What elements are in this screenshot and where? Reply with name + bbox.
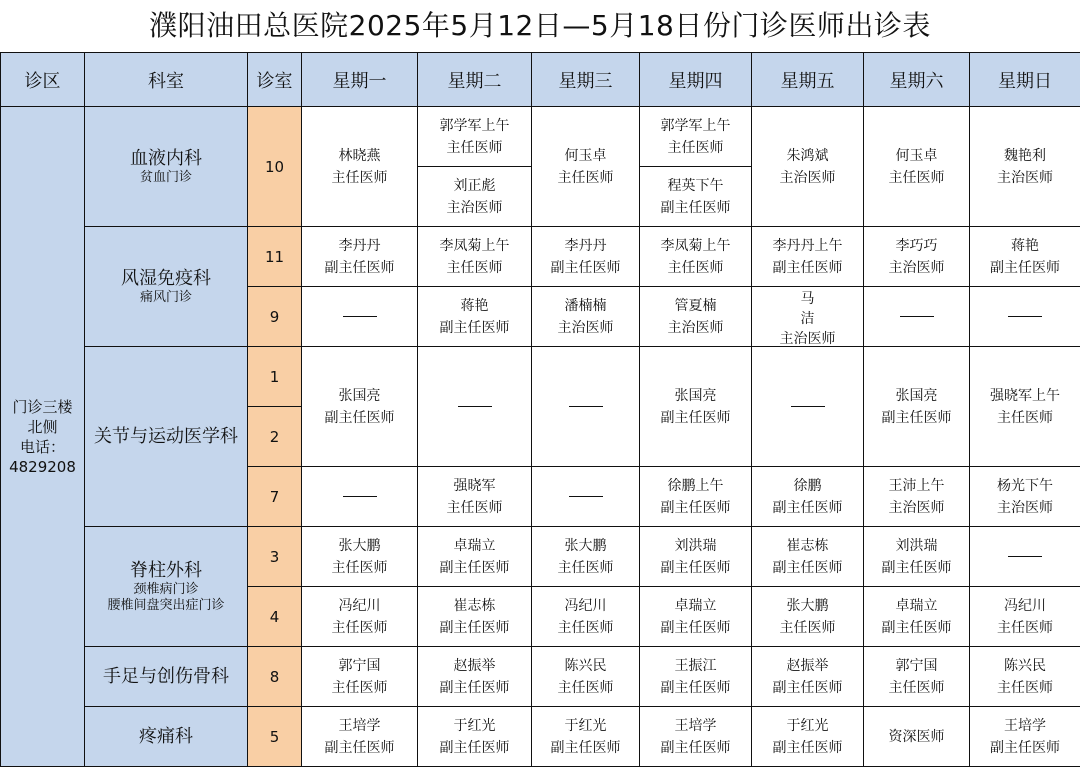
zone-line: 4829208 (9, 457, 76, 476)
empty-cell (532, 467, 640, 527)
doctor-name: 潘楠楠 (564, 297, 607, 314)
doctor-cell (302, 527, 418, 587)
table-row (1, 527, 1080, 587)
doctor-name: 崔志栋 (786, 537, 829, 554)
dept-name: 脊柱外科 (130, 559, 202, 581)
room-number: 5 (248, 707, 302, 767)
doctor-name: 程英下午 (667, 177, 724, 194)
dept-sub: 痛风门诊 (139, 289, 192, 305)
doctor-cell (640, 587, 752, 647)
doctor-name: 何玉卓 (564, 147, 607, 164)
doctor-cell (302, 587, 418, 647)
header-wed: 星期三 (532, 53, 640, 107)
empty-cell (532, 347, 640, 467)
doctor-name: 陈兴民 (1004, 657, 1046, 674)
doctor-cell (752, 527, 864, 587)
doctor-name: 徐鹏上午 (667, 477, 724, 494)
doctor-name: 蒋艳 (1011, 237, 1039, 254)
doctor-title: 主任医师 (997, 619, 1053, 636)
empty-cell (752, 347, 864, 467)
dept-joint (85, 347, 248, 527)
zone-cell (1, 107, 85, 767)
doctor-title: 主任医师 (557, 559, 614, 576)
doctor-name: 郭学军上午 (439, 117, 510, 134)
doctor-name: 卓瑞立 (895, 597, 938, 614)
doctor-name: 蒋艳 (460, 297, 489, 314)
doctor-name: 冯纪川 (1004, 597, 1046, 614)
doctor-name: 张国亮 (895, 387, 938, 404)
doctor-cell (532, 107, 640, 227)
header-tue: 星期二 (418, 53, 532, 107)
doctor-title: 主任医师 (446, 139, 503, 156)
doctor-name: 赵振举 (453, 657, 496, 674)
doctor-title: 副主任医师 (660, 559, 731, 576)
doctor-title: 主治医师 (888, 499, 945, 516)
dept-name: 手足与创伤骨科 (103, 665, 229, 687)
doctor-cell (418, 227, 532, 287)
doctor-cell (532, 227, 640, 287)
doctor-cell (418, 467, 532, 527)
doctor-name: 王培学 (338, 717, 381, 734)
doctor-name: 洁 (800, 310, 815, 327)
doctor-name: 林晓燕 (338, 147, 381, 164)
doctor-cell (532, 707, 640, 767)
doctor-cell (302, 647, 418, 707)
doctor-name: 张大鹏 (786, 597, 829, 614)
room-number: 3 (248, 527, 302, 587)
doctor-cell (752, 107, 864, 227)
doctor-cell (640, 287, 752, 347)
doctor-cell (970, 647, 1080, 707)
doctor-title: 副主任医师 (439, 319, 510, 336)
doctor-title: 副主任医师 (881, 559, 952, 576)
dash-mark (569, 496, 603, 497)
dept-rheumatology (85, 227, 248, 347)
doctor-cell (640, 647, 752, 707)
dept-pain (85, 707, 248, 767)
header-sun: 星期日 (970, 53, 1080, 107)
doctor-name: 卓瑞立 (674, 597, 717, 614)
doctor-cell (970, 347, 1080, 467)
table-row (1, 347, 1080, 407)
dash-mark (791, 406, 825, 407)
doctor-title: 主任医师 (331, 619, 388, 636)
header-mon: 星期一 (302, 53, 418, 107)
room-number: 7 (248, 467, 302, 527)
doctor-cell (752, 587, 864, 647)
dept-hematology (85, 107, 248, 227)
doctor-name: 王培学 (1004, 717, 1046, 734)
room-number: 4 (248, 587, 302, 647)
doctor-cell (752, 287, 864, 347)
doctor-title: 主任医师 (446, 259, 503, 276)
doctor-cell (302, 707, 418, 767)
doctor-cell (418, 587, 532, 647)
doctor-cell (752, 707, 864, 767)
doctor-title: 主任医师 (557, 619, 614, 636)
doctor-name: 张国亮 (338, 387, 381, 404)
doctor-title: 主任医师 (667, 259, 724, 276)
zone-line: 门诊三楼 (12, 397, 73, 416)
doctor-title: 主任医师 (331, 559, 388, 576)
doctor-name: 刘洪瑞 (674, 537, 717, 554)
dept-spine (85, 527, 248, 647)
doctor-cell (864, 647, 970, 707)
table-row (1, 707, 1080, 767)
doctor-name: 马 (800, 290, 815, 307)
header-zone: 诊区 (1, 53, 85, 107)
empty-cell (970, 527, 1080, 587)
doctor-title: 副主任医师 (439, 619, 510, 636)
empty-cell (302, 467, 418, 527)
doctor-name: 郭宁国 (895, 657, 938, 674)
doctor-title: 副主任医师 (990, 259, 1060, 276)
room-number: 1 (248, 347, 302, 407)
doctor-name: 王沛上午 (888, 477, 945, 494)
doctor-cell (640, 347, 752, 467)
doctor-name: 于红光 (564, 717, 607, 734)
doctor-name: 杨光下午 (997, 477, 1053, 494)
dash-mark (900, 316, 934, 317)
doctor-cell (302, 107, 418, 227)
empty-cell (418, 347, 532, 467)
zone-line: 北侧 (27, 417, 58, 436)
doctor-name: 李丹丹 (564, 237, 607, 254)
doctor-title: 主治医师 (557, 319, 614, 336)
doctor-cell (302, 347, 418, 467)
doctor-title: 主治医师 (779, 330, 836, 345)
doctor-cell (864, 107, 970, 227)
doctor-name: 强晓军 (453, 477, 496, 494)
doctor-title: 副主任医师 (660, 499, 731, 516)
doctor-cell (640, 707, 752, 767)
doctor-title: 副主任医师 (881, 409, 952, 426)
doctor-name: 张大鹏 (338, 537, 381, 554)
dash-mark (1008, 556, 1042, 557)
table-row (1, 647, 1080, 707)
doctor-title: 副主任医师 (660, 619, 731, 636)
doctor-cell (864, 587, 970, 647)
zone-line: 电话： (19, 437, 65, 456)
doctor-title: 副主任医师 (439, 679, 510, 696)
doctor-title: 副主任医师 (324, 739, 395, 756)
dash-mark (458, 406, 492, 407)
room-number: 11 (248, 227, 302, 287)
doctor-cell (418, 527, 532, 587)
room-number: 8 (248, 647, 302, 707)
dept-name: 血液内科 (130, 147, 202, 169)
doctor-title: 资深医师 (888, 728, 945, 745)
doctor-title: 主治医师 (446, 199, 503, 216)
doctor-title: 主任医师 (331, 679, 388, 696)
doctor-title: 副主任医师 (324, 409, 395, 426)
doctor-cell (532, 287, 640, 347)
doctor-name: 徐鹏 (793, 477, 822, 494)
doctor-title: 副主任医师 (660, 409, 731, 426)
doctor-cell (970, 227, 1080, 287)
doctor-name: 王培学 (674, 717, 717, 734)
doctor-name: 强晓军上午 (990, 387, 1060, 404)
doctor-cell (640, 527, 752, 587)
dept-name: 疼痛科 (139, 725, 193, 747)
doctor-title: 主任医师 (557, 679, 614, 696)
doctor-cell (418, 707, 532, 767)
doctor-title: 副主任医师 (660, 739, 731, 756)
table-row (1, 227, 1080, 287)
doctor-cell (864, 527, 970, 587)
dept-sub: 颈椎病门诊 (133, 581, 199, 597)
doctor-name: 李凤菊上午 (660, 237, 731, 254)
doctor-name: 张大鹏 (564, 537, 607, 554)
doctor-name: 卓瑞立 (453, 537, 496, 554)
doctor-title: 副主任医师 (772, 679, 843, 696)
header-sat: 星期六 (864, 53, 970, 107)
doctor-title: 副主任医师 (550, 259, 621, 276)
doctor-name: 于红光 (453, 717, 496, 734)
header-dept: 科室 (85, 53, 248, 107)
doctor-name: 李丹丹上午 (772, 237, 843, 254)
doctor-name: 冯纪川 (564, 597, 607, 614)
doctor-title: 主任医师 (779, 619, 836, 636)
doctor-cell (752, 647, 864, 707)
doctor-title: 副主任医师 (550, 739, 621, 756)
dept-name: 关节与运动医学科 (94, 425, 238, 447)
doctor-cell (970, 107, 1080, 227)
doctor-name: 冯纪川 (338, 597, 381, 614)
doctor-name: 何玉卓 (895, 147, 938, 164)
doctor-title: 副主任医师 (772, 499, 843, 516)
empty-cell (970, 287, 1080, 347)
header-thu: 星期四 (640, 53, 752, 107)
doctor-cell (532, 647, 640, 707)
empty-cell (302, 287, 418, 347)
dash-mark (569, 406, 603, 407)
doctor-cell (864, 347, 970, 467)
doctor-name: 管夏楠 (674, 297, 717, 314)
room-number: 10 (248, 107, 302, 227)
doctor-title: 副主任医师 (660, 679, 731, 696)
doctor-cell (640, 107, 752, 227)
doctor-cell (752, 227, 864, 287)
doctor-cell (532, 587, 640, 647)
doctor-name: 郭学军上午 (660, 117, 731, 134)
dept-name: 风湿免疫科 (121, 267, 211, 289)
doctor-cell (970, 467, 1080, 527)
doctor-title: 副主任医师 (772, 739, 843, 756)
doctor-title: 副主任医师 (772, 259, 843, 276)
doctor-cell (418, 647, 532, 707)
doctor-title: 副主任医师 (772, 559, 843, 576)
dash-mark (1008, 316, 1042, 317)
room-number: 9 (248, 287, 302, 347)
doctor-title: 副主任医师 (881, 619, 952, 636)
doctor-name: 李丹丹 (338, 237, 381, 254)
dash-mark (343, 316, 377, 317)
doctor-title: 主任医师 (331, 169, 388, 186)
doctor-title: 副主任医师 (439, 739, 510, 756)
doctor-title: 主治医师 (779, 169, 836, 186)
doctor-cell (640, 467, 752, 527)
doctor-name: 朱鸿斌 (786, 147, 829, 164)
doctor-cell (302, 227, 418, 287)
doctor-title: 主任医师 (997, 409, 1053, 426)
doctor-cell (864, 467, 970, 527)
doctor-name: 李凤菊上午 (439, 237, 510, 254)
doctor-name: 刘洪瑞 (895, 537, 938, 554)
doctor-cell (970, 707, 1080, 767)
doctor-name: 张国亮 (674, 387, 717, 404)
dept-sub: 腰椎间盘突出症门诊 (107, 597, 225, 613)
doctor-title: 副主任医师 (660, 199, 731, 216)
dash-mark (343, 496, 377, 497)
doctor-cell (640, 227, 752, 287)
doctor-title: 主治医师 (997, 499, 1053, 516)
doctor-title: 主治医师 (888, 259, 945, 276)
doctor-title: 主任医师 (997, 679, 1053, 696)
doctor-title: 主治医师 (667, 319, 724, 336)
doctor-cell (864, 707, 970, 767)
doctor-cell (864, 227, 970, 287)
doctor-title: 主任医师 (557, 169, 614, 186)
dept-sub: 贫血门诊 (139, 169, 192, 185)
doctor-title: 主任医师 (888, 679, 945, 696)
doctor-cell (418, 287, 532, 347)
schedule-table (0, 52, 1080, 767)
empty-cell (864, 287, 970, 347)
doctor-name: 魏艳利 (1004, 147, 1046, 164)
doctor-title: 主任医师 (446, 499, 503, 516)
doctor-cell (532, 527, 640, 587)
table-row (1, 107, 1080, 227)
header-row (1, 53, 1080, 107)
doctor-cell (752, 467, 864, 527)
doctor-name: 郭宁国 (338, 657, 381, 674)
doctor-name: 赵振举 (786, 657, 829, 674)
dept-hand (85, 647, 248, 707)
doctor-cell (418, 107, 532, 227)
doctor-title: 副主任医师 (439, 559, 510, 576)
header-fri: 星期五 (752, 53, 864, 107)
doctor-title: 主任医师 (888, 169, 945, 186)
doctor-title: 副主任医师 (990, 739, 1060, 756)
doctor-name: 崔志栋 (453, 597, 496, 614)
doctor-name: 李巧巧 (895, 237, 938, 254)
doctor-name: 王振江 (674, 657, 717, 674)
doctor-name: 于红光 (786, 717, 829, 734)
doctor-title: 副主任医师 (324, 259, 395, 276)
room-number: 2 (248, 407, 302, 467)
doctor-title: 主任医师 (667, 139, 724, 156)
doctor-cell (970, 587, 1080, 647)
header-room: 诊室 (248, 53, 302, 107)
doctor-name: 陈兴民 (564, 657, 607, 674)
page-title: 濮阳油田总医院2025年5月12日—5月18日份门诊医师出诊表 (149, 9, 931, 42)
doctor-title: 主治医师 (997, 169, 1053, 186)
doctor-name: 刘正彪 (453, 177, 496, 194)
